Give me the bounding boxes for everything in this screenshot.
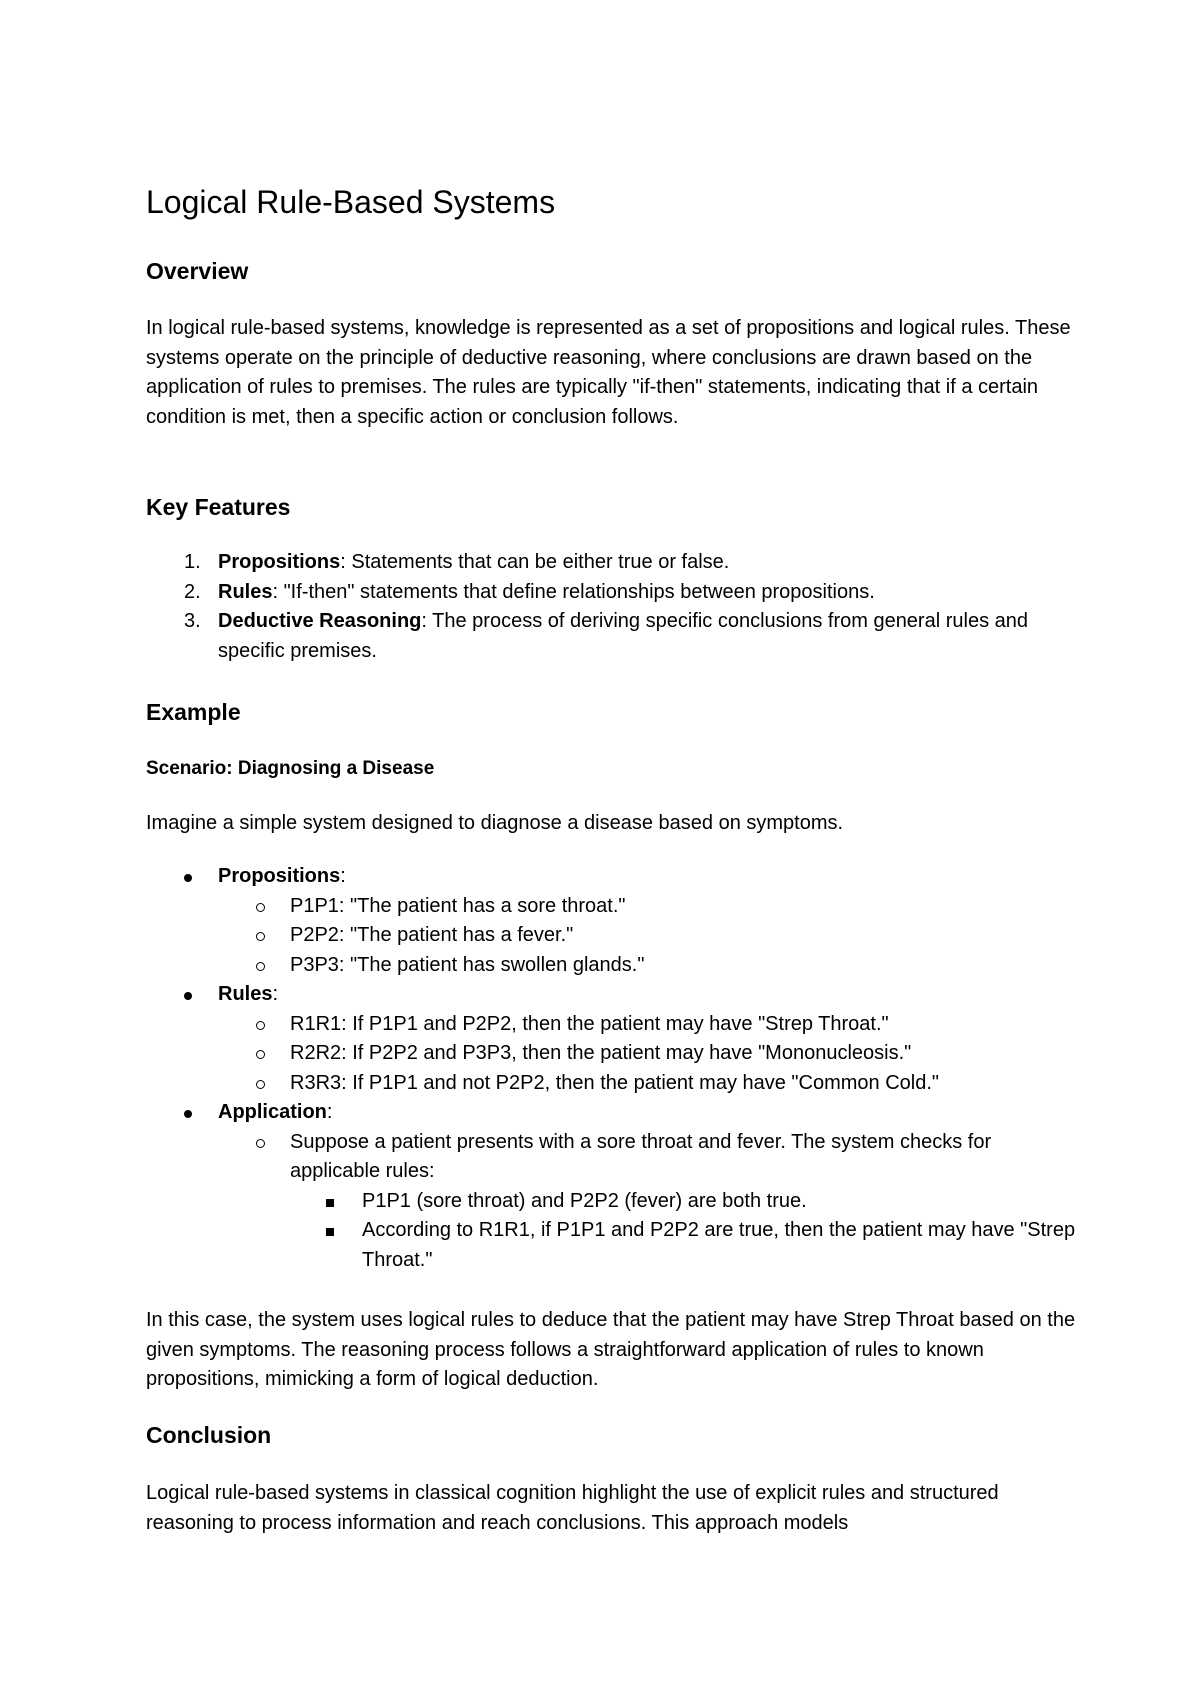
list-item xyxy=(146,1128,1086,1276)
page-title: Logical Rule-Based Systems xyxy=(146,184,556,220)
circle-bullet-icon xyxy=(256,1080,265,1089)
circle-bullet-icon xyxy=(256,1050,265,1059)
square-bullet-icon xyxy=(326,1199,334,1207)
overview-paragraph: In logical rule-based systems, knowledge is represented as a set of propositions and logical rules. These systems operate on the principle of deductive reasoning, where conclusions are drawn based on the application of rules to premises. The rules are typically "if-then" statements, indicating that if a certain condition is met, then a specific action or conclusion follows. xyxy=(146,317,1071,428)
bullet-icon xyxy=(184,1110,192,1118)
feature-description: : Statements that can be either true or false. xyxy=(340,551,730,573)
list-item xyxy=(146,921,1086,951)
circle-bullet-icon xyxy=(256,903,265,912)
bullet-icon xyxy=(184,992,192,1000)
circle-bullet-icon xyxy=(256,1139,265,1148)
list-item xyxy=(324,1216,1086,1275)
conclusion-paragraph: Logical rule-based systems in classical cognition highlight the use of explicit rules and structured reasoning to process information and reach conclusions. This approach models xyxy=(146,1482,999,1534)
list-item xyxy=(146,1039,1086,1069)
rule-text: R2R2: If P2P2 and P3P3, then the patient may have "Mononucleosis." xyxy=(290,1042,912,1064)
example-bullet-list xyxy=(146,862,1086,1275)
rule-text: R3R3: If P1P1 and not P2P2, then the patient may have "Common Cold." xyxy=(290,1071,940,1094)
example-intro: Imagine a simple system designed to diagnose a disease based on symptoms. xyxy=(146,812,844,834)
feature-term: Rules xyxy=(218,580,273,603)
colon: : xyxy=(326,1101,333,1123)
key-features-list xyxy=(146,548,1086,666)
application-step-text: According to R1R1, if P1P1 and P2P2 are true, then the patient may have "Strep Throat." xyxy=(362,1219,1076,1271)
list-item-rules xyxy=(146,980,1086,1098)
feature-description: : "If-then" statements that define relationships between propositions. xyxy=(272,580,875,603)
list-number: 2. xyxy=(184,580,201,603)
list-number: 1. xyxy=(184,551,201,573)
list-item xyxy=(146,548,1086,578)
proposition-text: P1P1: "The patient has a sore throat." xyxy=(290,894,626,917)
list-item-label: Rules xyxy=(218,983,273,1005)
proposition-text: P2P2: "The patient has a fever." xyxy=(290,924,574,946)
list-item-application xyxy=(146,1098,1086,1275)
colon: : xyxy=(272,983,279,1005)
list-item xyxy=(324,1187,1086,1217)
bullet-icon xyxy=(184,874,192,882)
proposition-text: P3P3: "The patient has swollen glands." xyxy=(290,953,645,976)
example-heading: Example xyxy=(146,699,241,725)
application-step-text: P1P1 (sore throat) and P2P2 (fever) are both true. xyxy=(362,1189,807,1212)
key-features-heading: Key Features xyxy=(146,494,291,520)
list-item-label: Propositions xyxy=(218,865,341,887)
list-number: 3. xyxy=(184,610,201,632)
scenario-heading: Scenario: Diagnosing a Disease xyxy=(146,758,435,779)
feature-term: Deductive Reasoning xyxy=(218,610,422,632)
circle-bullet-icon xyxy=(256,932,265,941)
example-summary: In this case, the system uses logical rules to deduce that the patient may have Strep Throat based on the given symptoms. The reasoning process follows a straightforward application of rules to known propositions, mimicking a form of logical deduction. xyxy=(146,1309,1076,1390)
list-item xyxy=(146,1010,1086,1040)
feature-description: : The process of deriving specific conclusions from general rules and specific premises. xyxy=(218,610,1028,662)
square-bullet-icon xyxy=(326,1228,334,1236)
list-item xyxy=(146,607,1086,666)
list-item xyxy=(146,1069,1086,1099)
circle-bullet-icon xyxy=(256,1021,265,1030)
list-item xyxy=(146,578,1086,608)
list-item-propositions xyxy=(146,862,1086,980)
conclusion-heading: Conclusion xyxy=(146,1422,272,1448)
feature-term: Propositions xyxy=(218,551,341,573)
colon: : xyxy=(340,865,346,887)
list-item-label: Application xyxy=(218,1101,327,1123)
circle-bullet-icon xyxy=(256,962,265,971)
list-item xyxy=(146,892,1086,922)
rule-text: R1R1: If P1P1 and P2P2, then the patient may have "Strep Throat." xyxy=(290,1012,889,1035)
overview-heading: Overview xyxy=(146,258,249,284)
list-item xyxy=(146,951,1086,981)
application-text: Suppose a patient presents with a sore throat and fever. The system checks for applicable rules: xyxy=(290,1130,992,1182)
